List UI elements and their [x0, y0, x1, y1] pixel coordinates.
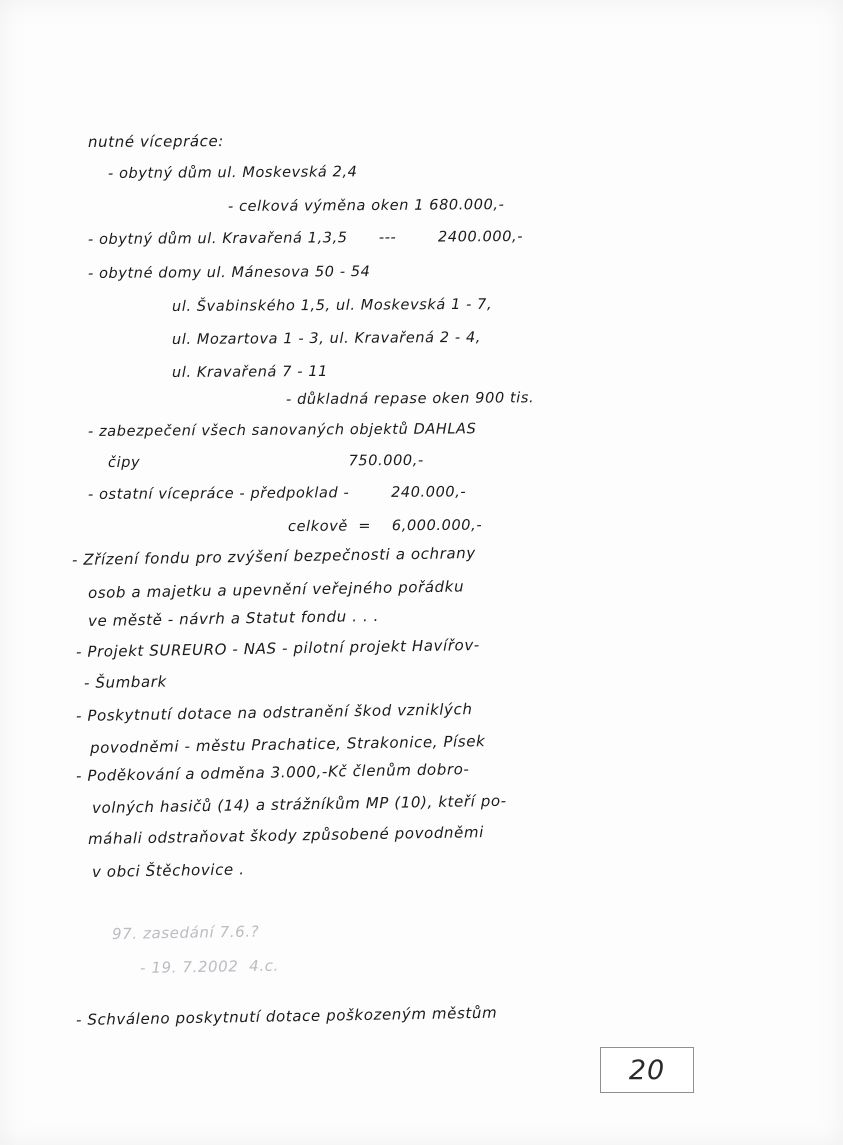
page-number: 20	[628, 1054, 666, 1086]
handwritten-line: celkově = 6,000.000,-	[287, 517, 483, 535]
handwritten-line: - Poděkování a odměna 3.000,-Kč členům dobro-	[75, 760, 470, 785]
handwritten-line: nutné vícepráce:	[87, 132, 224, 151]
handwritten-line: - Zřízení fondu pro zvýšení bezpečnosti a ochrany	[71, 543, 476, 569]
handwritten-line: ul. Kravařená 7 - 11	[171, 363, 329, 381]
handwritten-line: - Schváleno poskytnutí dotace poškozeným městům	[75, 1003, 498, 1029]
handwritten-line: povodněmi - městu Prachatice, Strakonice, Písek	[89, 732, 486, 757]
handwritten-line: - ostatní vícepráce - předpoklad - 240.000,-	[87, 484, 467, 503]
handwritten-line: - celková výměna oken 1 680.000,-	[227, 197, 505, 215]
handwritten-line: máhali odstraňovat škody způsobené povodněmi	[87, 823, 485, 848]
handwritten-line: ul. Švabinského 1,5, ul. Moskevská 1 - 7,	[171, 296, 493, 315]
handwritten-line: - obytný dům ul. Kravařená 1,3,5 --- 2400.000,-	[87, 228, 524, 248]
handwritten-line: - obytné domy ul. Mánesova 50 - 54	[87, 264, 371, 282]
handwritten-line: volných hasičů (14) a strážníkům MP (10), kteří po-	[91, 791, 507, 817]
handwritten-line: - Šumbark	[83, 672, 167, 692]
handwritten-line: ve městě - návrh a Statut fondu . . .	[87, 606, 380, 630]
handwritten-line: čipy 750.000,-	[107, 452, 424, 471]
handwritten-line: - zabezpečení všech sanovaných objektů DAHLAS	[87, 421, 477, 440]
handwritten-line: - Projekt SUREURO - NAS - pilotní projekt Havířov-	[75, 635, 481, 661]
handwritten-line: 97. zasedání 7.6.?	[111, 922, 260, 943]
handwritten-line: ul. Mozartova 1 - 3, ul. Kravařená 2 - 4,	[171, 329, 482, 348]
handwritten-line: - důkladná repase oken 900 tis.	[285, 390, 535, 408]
page-number-box	[600, 1047, 694, 1093]
handwritten-line: - obytný dům ul. Moskevská 2,4	[107, 164, 358, 182]
handwritten-line: - 19. 7.2002 4.c.	[139, 956, 280, 977]
handwritten-line: - Poskytnutí dotace na odstranění škod vzniklých	[75, 700, 473, 725]
handwritten-line: v obci Štěchovice .	[91, 860, 245, 881]
handwritten-line: osob a majetku a upevnění veřejného pořádku	[87, 577, 465, 602]
